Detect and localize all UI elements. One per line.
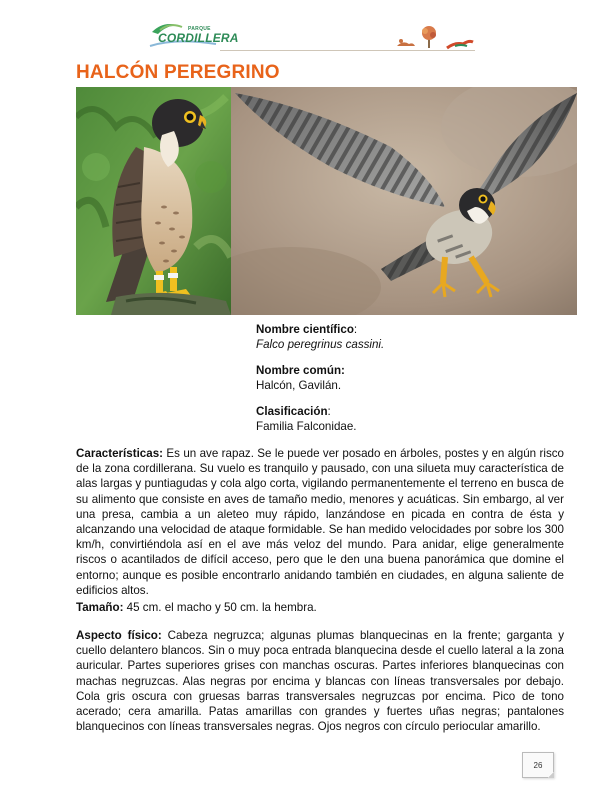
page-title: HALCÓN PEREGRINO bbox=[76, 62, 280, 83]
appearance-text: Cabeza negruzca; algunas plumas blanquecinas en la frente; garganta y cuello delantero blancos. Sin o muy poca entrada blanquecina desde el cuello lateral a la zona auricular. Partes superiores grises con manchas oscuras. Partes inferiores blanquecinas con machas negruzcas. Alas negras por encima y blancas con líneas transversales por debajo. Cola gris oscura con gruesas barras transversales negruzcas por encima. Pico de tono acerado; cera amarilla. Patas amarillas con grandes y fuertes uñas negras; pantalones blanquecinos con líneas transversales negras. Ojos negros con círculo periocular amarillo. bbox=[76, 629, 564, 734]
page-header bbox=[140, 18, 480, 54]
perched-falcon-photo bbox=[76, 87, 231, 315]
scientific-name-label: Nombre científico bbox=[256, 323, 354, 336]
appearance-label: Aspecto físico: bbox=[76, 629, 162, 642]
parque-cordillera-logo bbox=[146, 18, 239, 50]
classification-colon: : bbox=[327, 405, 331, 418]
scientific-name-row bbox=[256, 322, 576, 337]
size-label: Tamaño: bbox=[76, 601, 124, 614]
classification-value: Familia Falconidae. bbox=[256, 420, 357, 433]
appearance-paragraph bbox=[76, 628, 564, 734]
size-text: 45 cm. el macho y 50 cm. la hembra. bbox=[123, 601, 317, 614]
page-number: 26 bbox=[522, 752, 554, 778]
common-name-label: Nombre común: bbox=[256, 364, 345, 377]
classification-row bbox=[256, 404, 576, 419]
scientific-name-colon: : bbox=[353, 323, 358, 336]
size-paragraph bbox=[76, 600, 564, 615]
classification-label: Clasificación bbox=[256, 405, 328, 418]
scientific-name-value: Falco peregrinus cassini. bbox=[256, 338, 385, 351]
logo-small-text: PARQUE bbox=[188, 26, 211, 32]
characteristics-label: Características: bbox=[76, 447, 164, 460]
logo-big-text: CORDILLERA bbox=[158, 31, 239, 45]
characteristics-text: Es un ave rapaz. Se le puede ver posado en árboles, postes y en algún risco de la zona cordillerana. Su vuelo es tranquilo y pausado, con una silueta muy característica de alas largas y puntiagudas y cola algo corta, vigilando permanentemente el terreno en busca de su alimento que consiste en aves de tamaño medio, menores y acuáticas. Sin embargo, al ver una presa, cambia a un aleteo muy rápido, lanzándose en picada en contra de ésta y alcanzando una velocidad de ataque formidable. Se han medido velocidades por sobre los 300 km/h, convirtiéndola así en el ave más veloz del mundo. Para anidar, elige generalmente riscos o acantilados de difícil acceso, pero que le den una buena panorámica que domine el entorno; aunque es posible encontrarlo anidando también en ciudades, en alguna saliente de edificios altos. bbox=[76, 447, 564, 597]
header-wildlife-illustration bbox=[395, 22, 475, 52]
flying-falcon-photo bbox=[231, 87, 577, 315]
species-info bbox=[256, 322, 576, 434]
common-name-value: Halcón, Gavilán. bbox=[256, 379, 342, 392]
characteristics-paragraph bbox=[76, 446, 564, 598]
